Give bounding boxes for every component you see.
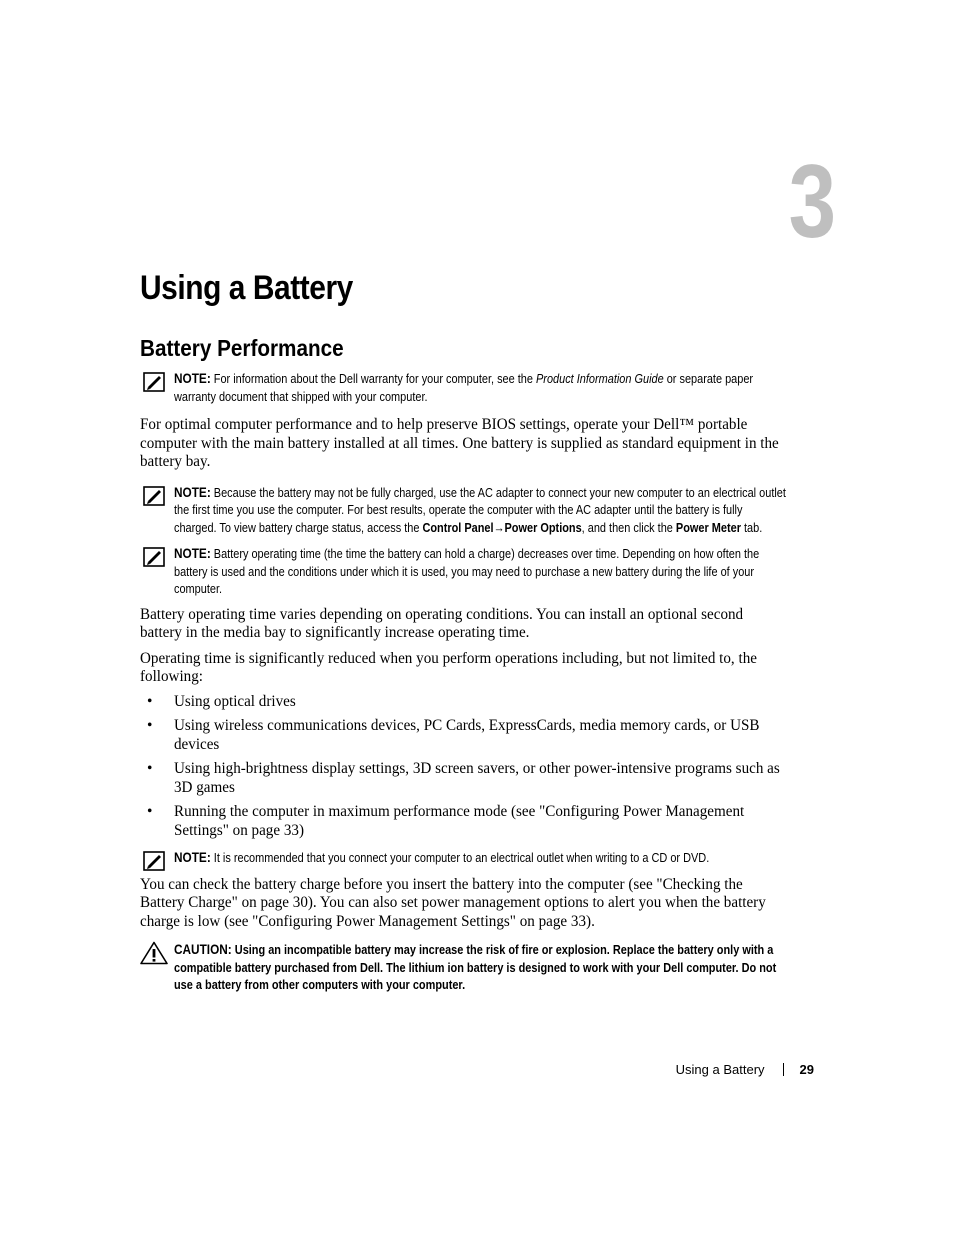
bullet-dot: • <box>147 803 153 820</box>
note-label: NOTE: <box>174 546 211 561</box>
caution-triangle-icon <box>140 941 168 965</box>
list-item-text: Using optical drives <box>174 692 296 710</box>
list-item <box>140 803 790 840</box>
note-text-part: Battery operating time (the time the battery can hold a charge) decreases over time. Depending on how often the battery is used and the conditions under which it is used, you may need to purchase a new battery during the life of your computer. <box>174 547 760 596</box>
note-text-part: , and then click the <box>581 520 676 535</box>
note-text <box>174 370 787 406</box>
note-block <box>140 849 790 868</box>
caution-block <box>140 941 790 995</box>
note-pencil-icon <box>143 851 165 871</box>
note-text-part: or separate paper warranty document that shipped with your computer. <box>174 372 754 404</box>
note-text-part: It is recommended that you connect your computer to an electrical outlet when writing to a CD or DVD. <box>210 851 710 865</box>
chapter-title: Using a Battery <box>140 269 353 307</box>
note-label: NOTE: <box>174 484 211 500</box>
list-item-text: Using high-brightness display settings, 3D screen savers, or other power-intensive programs such as 3D games <box>174 760 780 796</box>
note-italic-title: Product Information Guide <box>536 372 664 386</box>
note-block <box>140 545 790 599</box>
caution-text-part: Using an incompatible battery may increase the risk of fire or explosion. Replace the battery only with a compatible battery purchased from Dell. The lithium ion battery is designed to work with your Dell computer. Do not use a battery from other computers with your computer. <box>174 943 777 992</box>
arrow-glyph: → <box>493 520 505 535</box>
note-pencil-icon <box>143 372 165 392</box>
caution-label: CAUTION: <box>174 942 232 957</box>
list-item <box>140 760 790 797</box>
note-block <box>140 484 790 538</box>
list-item <box>140 717 790 754</box>
note-label: NOTE: <box>174 850 211 865</box>
body-paragraph: Operating time is significantly reduced when you perform operations including, but not limited to, the following: <box>140 649 757 685</box>
note-text-part: tab. <box>740 520 763 535</box>
body-paragraph: For optimal computer performance and to help preserve BIOS settings, operate your Dell™ portable computer with the main battery installed at all times. One battery is supplied as standard equipment in the battery bay. <box>140 416 779 470</box>
note-text-part: For information about the Dell warranty for your computer, see the <box>210 372 537 386</box>
chapter-number: 3 <box>788 144 836 260</box>
body-paragraph: You can check the battery charge before you insert the battery into the computer (see "Checking the Battery Charge" on page 30). You can also set power management options to alert you when the battery charge is low (see "Configuring Power Management Settings" on page 33). <box>140 875 766 930</box>
list-item-text: Using wireless communications devices, PC Cards, ExpressCards, media memory cards, or USB devices <box>174 717 760 753</box>
page-footer <box>676 1062 814 1078</box>
note-block <box>140 370 790 406</box>
body-paragraph: Battery operating time varies depending on operating conditions. You can install an optional second battery in the media bay to significantly increase operating time. <box>140 605 744 641</box>
power-options-label: Power Options <box>504 520 582 535</box>
note-text-part: Because the battery may not be fully charged, use the AC adapter to connect your new computer to an electrical outlet the first time you use the computer. For best results, operate the computer with the AC adapter until the battery is fully charged. To view battery charge status, access the <box>174 485 786 535</box>
footer-divider <box>783 1063 784 1076</box>
list-item <box>140 693 790 712</box>
note-pencil-icon <box>143 547 165 567</box>
note-text <box>174 849 787 868</box>
note-label: NOTE: <box>174 371 211 386</box>
list-item-text: Running the computer in maximum performance mode (see "Configuring Power Management Settings" on page 33) <box>174 803 745 839</box>
note-text <box>174 484 787 538</box>
bullet-dot: • <box>147 692 153 710</box>
note-pencil-icon <box>143 486 165 506</box>
bullet-dot: • <box>147 717 153 734</box>
bullet-list <box>140 693 790 841</box>
note-text <box>174 545 787 599</box>
power-meter-label: Power Meter <box>675 520 741 535</box>
section-title: Battery Performance <box>140 335 344 361</box>
page-number: 29 <box>799 1062 814 1077</box>
control-panel-label: Control Panel <box>422 520 494 535</box>
caution-text <box>174 941 787 995</box>
footer-section-title: Using a Battery <box>675 1062 765 1077</box>
page-content <box>140 370 790 995</box>
bullet-dot: • <box>147 760 153 777</box>
